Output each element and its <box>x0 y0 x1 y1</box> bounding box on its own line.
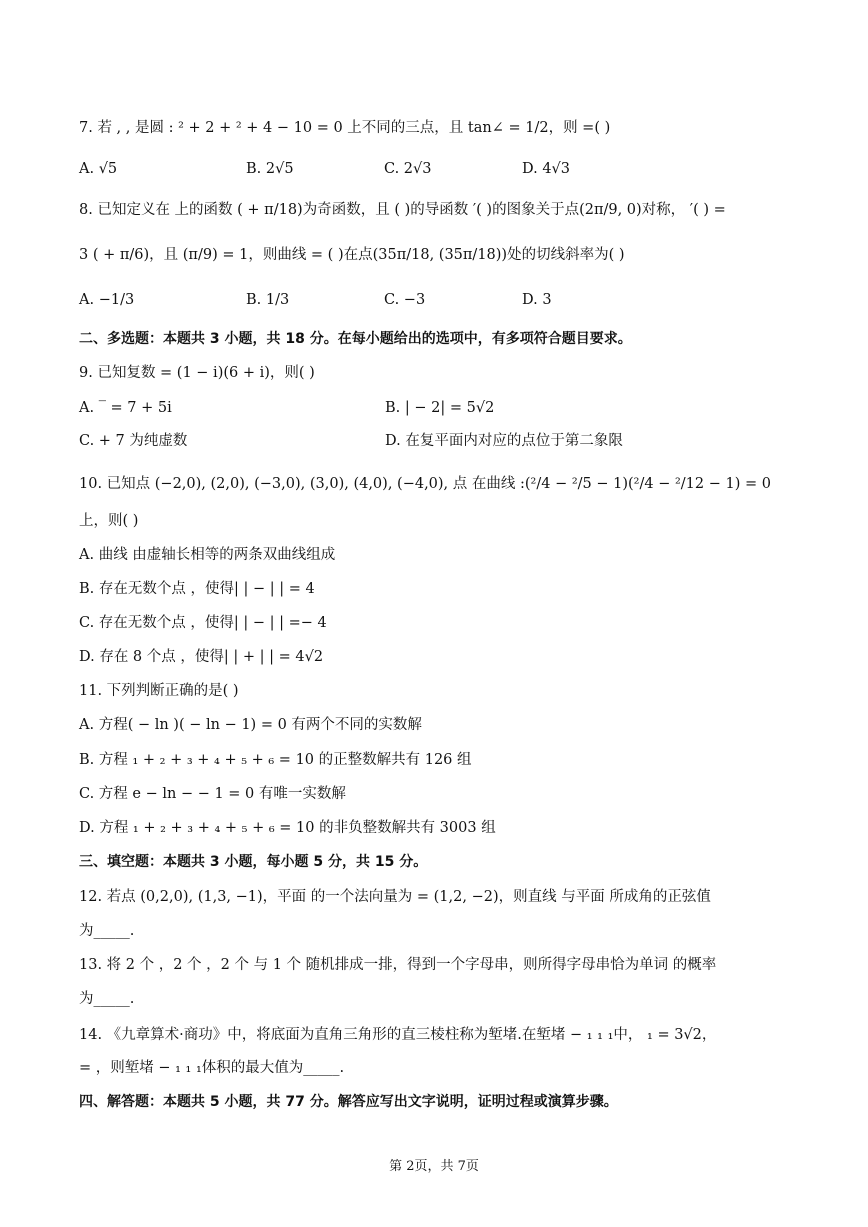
question-11-stem: 11. 下列判断正确的是( ) <box>79 683 239 699</box>
question-10-option-d: D. 存在 8 个点 ，使得| | + | | = 4√2 <box>79 649 324 665</box>
question-8-option-d: D. 3 <box>522 292 552 308</box>
question-14-line-1: 14. 《九章算术·商功》中，将底面为直角三角形的直三棱柱称为堑堵.在堑堵 − ₁ ₁ ₁中， ₁ = 3√2， <box>79 1027 717 1043</box>
section-2-heading: 二、多选题：本题共 3 小题，共 18 分。在每小题给出的选项中，有多项符合题目要求。 <box>79 331 632 347</box>
question-9-option-d: D. 在复平面内对应的点位于第二象限 <box>385 433 623 449</box>
page-footer: 第 2页，共 7页 <box>389 1159 479 1174</box>
question-11-option-a: A. 方程( − ln )( − ln − 1) = 0 有两个不同的实数解 <box>79 717 422 733</box>
question-8-option-c: C. −3 <box>384 292 426 308</box>
question-9-option-b: B. | − 2| = 5√2 <box>385 400 495 416</box>
question-10-option-b: B. 存在无数个点 ，使得| | − | | = 4 <box>79 581 315 597</box>
question-13-line-2: 为_____. <box>79 991 135 1007</box>
question-11-option-c: C. 方程 e − ln − − 1 = 0 有唯一实数解 <box>79 786 346 802</box>
question-10-option-a: A. 曲线 由虚轴长相等的两条双曲线组成 <box>79 547 336 563</box>
question-8-option-b: B. 1/3 <box>246 292 290 308</box>
question-14-line-2: = ，则堑堵 − ₁ ₁ ₁体积的最大值为_____. <box>79 1060 345 1076</box>
section-4-heading: 四、解答题：本题共 5 小题，共 77 分。解答应写出文字说明，证明过程或演算步骤。 <box>79 1094 618 1110</box>
question-9-stem: 9. 已知复数 = (1 − i)(6 + i)，则( ) <box>79 365 315 381</box>
question-11-option-d: D. 方程 ₁ + ₂ + ₃ + ₄ + ₅ + ₆ = 10 的非负整数解共有 3003 组 <box>79 820 496 836</box>
question-10-line-1: 10. 已知点 (−2,0), (2,0), (−3,0), (3,0), (4,0), (−4,0), 点 在曲线 :(²/4 − ²/5 − 1)(²/4 − ²/12 − 1) = 0 <box>79 476 771 492</box>
question-12-line-1: 12. 若点 (0,2,0), (1,3, −1)，平面 的一个法向量为 = (1,2, −2)，则直线 与平面 所成角的正弦值 <box>79 889 711 905</box>
question-7-option-a: A. √5 <box>79 161 118 177</box>
question-7-option-d: D. 4√3 <box>522 161 571 177</box>
question-11-option-b: B. 方程 ₁ + ₂ + ₃ + ₄ + ₅ + ₆ = 10 的正整数解共有 126 组 <box>79 752 472 768</box>
question-8-line-1: 8. 已知定义在 上的函数 ( + π/18)为奇函数，且 ( )的导函数 ′( )的图象关于点(2π/9, 0)对称， ′( ) = <box>79 202 726 218</box>
section-3-heading: 三、填空题：本题共 3 小题，每小题 5 分，共 15 分。 <box>79 854 428 870</box>
question-7-stem: 7. 若 , , 是圆 : ² + 2 + ² + 4 − 10 = 0 上不同的三点，且 tan∠ = 1/2，则 =( ) <box>79 120 611 136</box>
question-7-option-c: C. 2√3 <box>384 161 432 177</box>
question-12-line-2: 为_____. <box>79 923 135 939</box>
question-13-line-1: 13. 将 2 个 ，2 个 ，2 个 与 1 个 随机排成一排，得到一个字母串，则所得字母串恰为单词 的概率 <box>79 957 717 973</box>
question-10-option-c: C. 存在无数个点 ，使得| | − | | =− 4 <box>79 615 327 631</box>
question-8-line-2: 3 ( + π/6)，且 (π/9) = 1，则曲线 = ( )在点(35π/18, (35π/18))处的切线斜率为( ) <box>79 247 625 263</box>
question-9-option-c: C. + 7 为纯虚数 <box>79 433 188 449</box>
question-9-option-a: A. ‾ = 7 + 5i <box>79 400 172 416</box>
question-7-option-b: B. 2√5 <box>246 161 294 177</box>
question-8-option-a: A. −1/3 <box>79 292 135 308</box>
question-10-line-2: 上，则( ) <box>79 513 139 529</box>
